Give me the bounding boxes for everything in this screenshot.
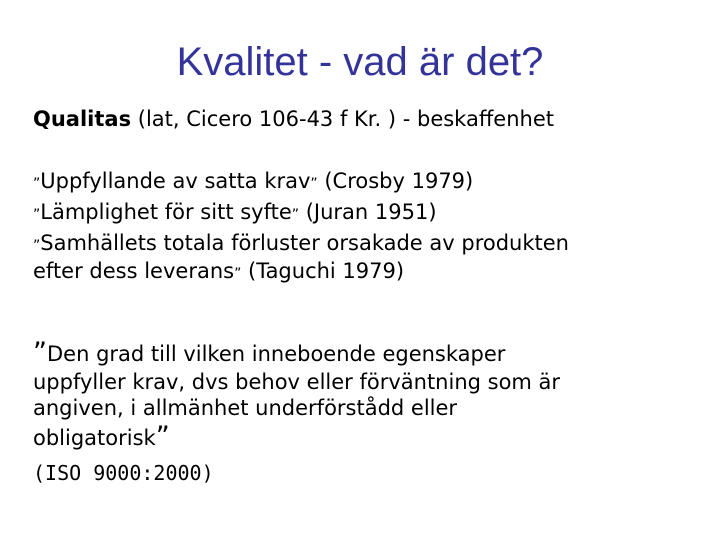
definition-crosby (33, 168, 473, 197)
iso-definition-line-3 (33, 395, 457, 421)
qualitas-line (33, 106, 554, 132)
definition-text-continued: efter dess leverans (33, 259, 235, 283)
quote-open: ” (33, 238, 41, 254)
iso-text: Den grad till vilken inneboende egenskaper (47, 342, 506, 366)
definition-text: Samhällets totala förluster orsakade av produkten (40, 231, 569, 255)
quote-open: ” (33, 207, 41, 223)
definition-text: Lämplighet för sitt syfte (40, 200, 292, 224)
iso-definition-line-2 (33, 369, 560, 395)
qualitas-description: (lat, Cicero 106-43 f Kr. ) - beskaffenhet (131, 107, 554, 131)
quote-open: ” (33, 337, 47, 368)
definition-source: (Juran 1951) (299, 200, 437, 224)
qualitas-term: Qualitas (33, 107, 132, 131)
quote-close: ” (310, 176, 318, 192)
iso-definition-line-1 (33, 337, 506, 368)
quote-close: ” (291, 207, 300, 223)
definition-taguchi (33, 230, 569, 259)
definition-source: (Crosby 1979) (317, 169, 474, 193)
iso-source (33, 460, 214, 486)
slide-title: Kvalitet - vad är det? (176, 40, 544, 84)
definition-text: Uppfyllande av satta krav (40, 169, 311, 193)
definition-juran (33, 199, 437, 228)
definition-taguchi-continued (33, 258, 404, 287)
iso-reference: (ISO 9000:2000) (33, 461, 214, 485)
iso-text: obligatorisk (33, 426, 156, 450)
quote-close: ” (234, 266, 242, 282)
iso-text: angiven, i allmänhet underförstådd eller (33, 396, 458, 420)
quote-close: ” (155, 421, 170, 452)
iso-text: uppfyller krav, dvs behov eller förväntning som är (33, 370, 561, 394)
definition-source: (Taguchi 1979) (241, 259, 405, 283)
quote-open: ” (33, 176, 41, 192)
iso-definition-line-4 (33, 421, 170, 452)
